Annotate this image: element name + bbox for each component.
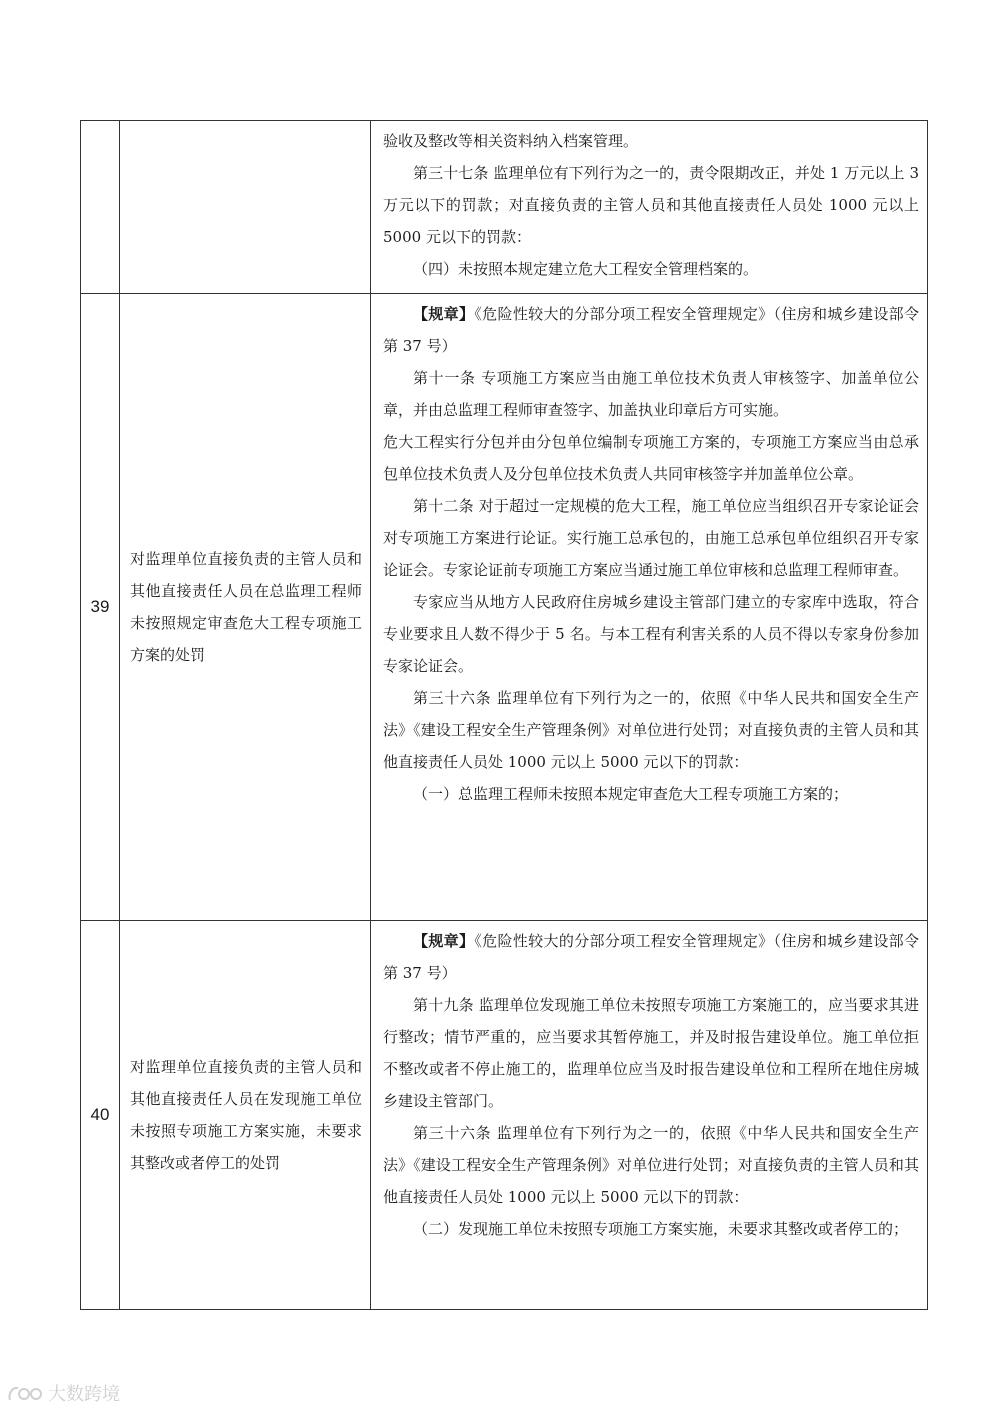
item-cell bbox=[120, 921, 371, 1310]
watermark bbox=[6, 1380, 120, 1406]
basis-paragraph: （四）未按照本规定建立危大工程安全管理档案的。 bbox=[413, 260, 759, 278]
regulation-marker: 【规章】 bbox=[413, 932, 475, 950]
basis-paragraph: 第三十七条 监理单位有下列行为之一的，责令限期改正，并处 1 万元以上 3 万元以下的罚款；对直接负责的主管人员和其他直接责任人员处 1000 元以上 5000 元以下的罚款： bbox=[383, 164, 919, 246]
basis-paragraph: （一）总监理工程师未按照本规定审查危大工程专项施工方案的； bbox=[413, 785, 849, 803]
row-number-cell bbox=[81, 121, 120, 294]
row-number: 39 bbox=[90, 597, 110, 616]
table-row bbox=[81, 921, 928, 1310]
watermark-text: 大数跨境 bbox=[48, 1384, 120, 1405]
basis-paragraph: （二）发现施工单位未按照专项施工方案实施，未要求其整改或者停工的； bbox=[413, 1220, 909, 1238]
basis-cell bbox=[371, 294, 928, 921]
watermark-logo-icon bbox=[6, 1382, 44, 1404]
table-row bbox=[81, 294, 928, 921]
basis-paragraph: 第十一条 专项施工方案应当由施工单位技术负责人审核签字、加盖单位公章，并由总监理工程师审查签字、加盖执业印章后方可实施。 bbox=[383, 369, 919, 419]
basis-cell bbox=[371, 921, 928, 1310]
item-cell bbox=[120, 294, 371, 921]
regulation-table bbox=[80, 120, 928, 1310]
basis-paragraph: 第十二条 对于超过一定规模的危大工程，施工单位应当组织召开专家论证会对专项施工方案进行论证。实行施工总承包的，由施工总承包单位组织召开专家论证会。专家论证前专项施工方案应当通过施工单位审核和总监理工程师审查。 bbox=[383, 497, 919, 579]
regulation-marker: 【规章】 bbox=[413, 305, 475, 323]
item-text: 对监理单位直接负责的主管人员和其他直接责任人员在总监理工程师未按照规定审查危大工程专项施工方案的处罚 bbox=[130, 550, 362, 664]
row-number-cell bbox=[81, 921, 120, 1310]
basis-paragraph: 第三十六条 监理单位有下列行为之一的，依照《中华人民共和国安全生产法》《建设工程安全生产管理条例》对单位进行处罚；对直接负责的主管人员和其他直接责任人员处 1000 元以上 5000 元以下的罚款： bbox=[383, 689, 919, 771]
basis-paragraph: 【规章】《危险性较大的分部分项工程安全管理规定》（住房和城乡建设部令第 37 号） bbox=[383, 305, 919, 355]
basis-paragraph: 验收及整改等相关资料纳入档案管理。 bbox=[383, 132, 639, 150]
row-number-cell bbox=[81, 294, 120, 921]
basis-paragraph: 【规章】《危险性较大的分部分项工程安全管理规定》（住房和城乡建设部令第 37 号） bbox=[383, 932, 919, 982]
basis-cell bbox=[371, 121, 928, 294]
table-row bbox=[81, 121, 928, 294]
basis-paragraph: 第十九条 监理单位发现施工单位未按照专项施工方案施工的，应当要求其进行整改；情节严重的，应当要求其暂停施工，并及时报告建设单位。施工单位拒不整改或者不停止施工的，监理单位应当及时报告建设单位和工程所在地住房城乡建设主管部门。 bbox=[383, 996, 919, 1110]
basis-paragraph: 第三十六条 监理单位有下列行为之一的，依照《中华人民共和国安全生产法》《建设工程安全生产管理条例》对单位进行处罚；对直接负责的主管人员和其他直接责任人员处 1000 元以上 5000 元以下的罚款： bbox=[383, 1124, 919, 1206]
row-number: 40 bbox=[90, 1105, 110, 1124]
item-cell bbox=[120, 121, 371, 294]
item-text: 对监理单位直接负责的主管人员和其他直接责任人员在发现施工单位未按照专项施工方案实施，未要求其整改或者停工的处罚 bbox=[130, 1058, 362, 1172]
basis-paragraph: 危大工程实行分包并由分包单位编制专项施工方案的，专项施工方案应当由总承包单位技术负责人及分包单位技术负责人共同审核签字并加盖单位公章。 bbox=[383, 433, 919, 483]
basis-paragraph: 专家应当从地方人民政府住房城乡建设主管部门建立的专家库中选取，符合专业要求且人数不得少于 5 名。与本工程有利害关系的人员不得以专家身份参加专家论证会。 bbox=[383, 593, 919, 675]
